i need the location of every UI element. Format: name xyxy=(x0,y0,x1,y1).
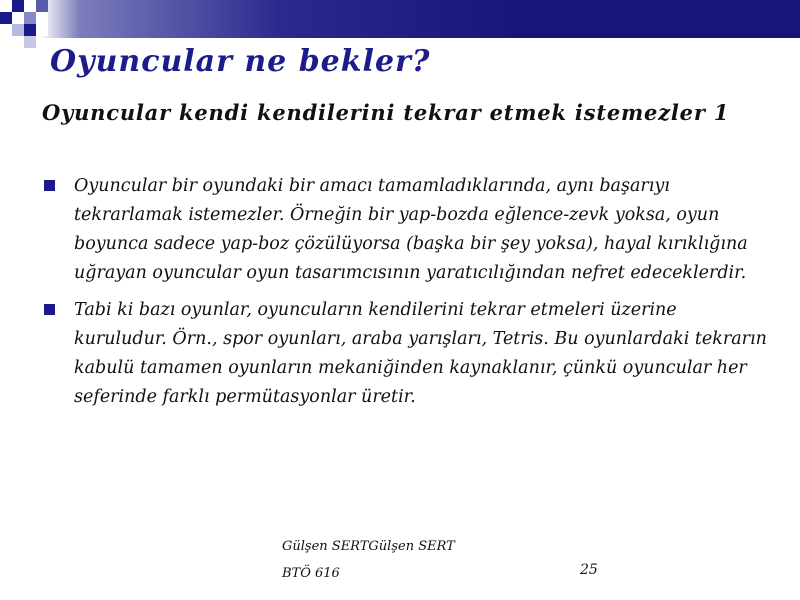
checker-square xyxy=(12,12,24,24)
page-number: 25 xyxy=(580,562,598,578)
bullet-list xyxy=(42,172,772,420)
slide-title: Oyuncular ne bekler? xyxy=(50,44,431,79)
checker-square xyxy=(24,36,36,48)
checker-square xyxy=(12,0,24,12)
bullet-item xyxy=(42,172,772,288)
checker-square xyxy=(36,24,48,36)
footer-author: Gülşen SERTGülşen SERT xyxy=(282,539,455,554)
square-bullet-icon xyxy=(44,180,55,191)
footer-course: BTÖ 616 xyxy=(282,566,340,581)
header-gradient-band xyxy=(0,0,800,38)
checker-square xyxy=(24,12,36,24)
checker-square xyxy=(24,0,36,12)
checker-square xyxy=(12,24,24,36)
checker-square xyxy=(0,24,12,36)
bullet-text: Tabi ki bazı oyunlar, oyuncuların kendilerini tekrar etmeleri üzerine kuruludur. Örn., spor oyunları, araba yarışları, Tetris. Bu oyunlardaki tekrarın kabulü tamamen oyunların mekaniğinden kaynaklanır, çünkü oyuncular her seferinde farklı permütasyonlar üretir. xyxy=(74,300,767,407)
checker-square xyxy=(24,24,36,36)
slide-subtitle: Oyuncular kendi kendilerini tekrar etmek istemezler 1 xyxy=(42,100,730,125)
bullet-text: Oyuncular bir oyundaki bir amacı tamamladıklarında, aynı başarıyı tekrarlamak istemezler. Örneğin bir yap-bozda eğlence-zevk yoksa, oyun boyunca sadece yap-boz çözülüyorsa (başka bir şey yoksa), hayal kırıklığına uğrayan oyuncular oyun tasarımcısının yaratıcılığından nefret edeceklerdir. xyxy=(74,176,748,283)
checker-squares-decoration xyxy=(0,0,60,50)
checker-square xyxy=(36,12,48,24)
bullet-item xyxy=(42,296,772,412)
checker-square xyxy=(36,0,48,12)
checker-square xyxy=(0,0,12,12)
checker-square xyxy=(0,12,12,24)
square-bullet-icon xyxy=(44,304,55,315)
